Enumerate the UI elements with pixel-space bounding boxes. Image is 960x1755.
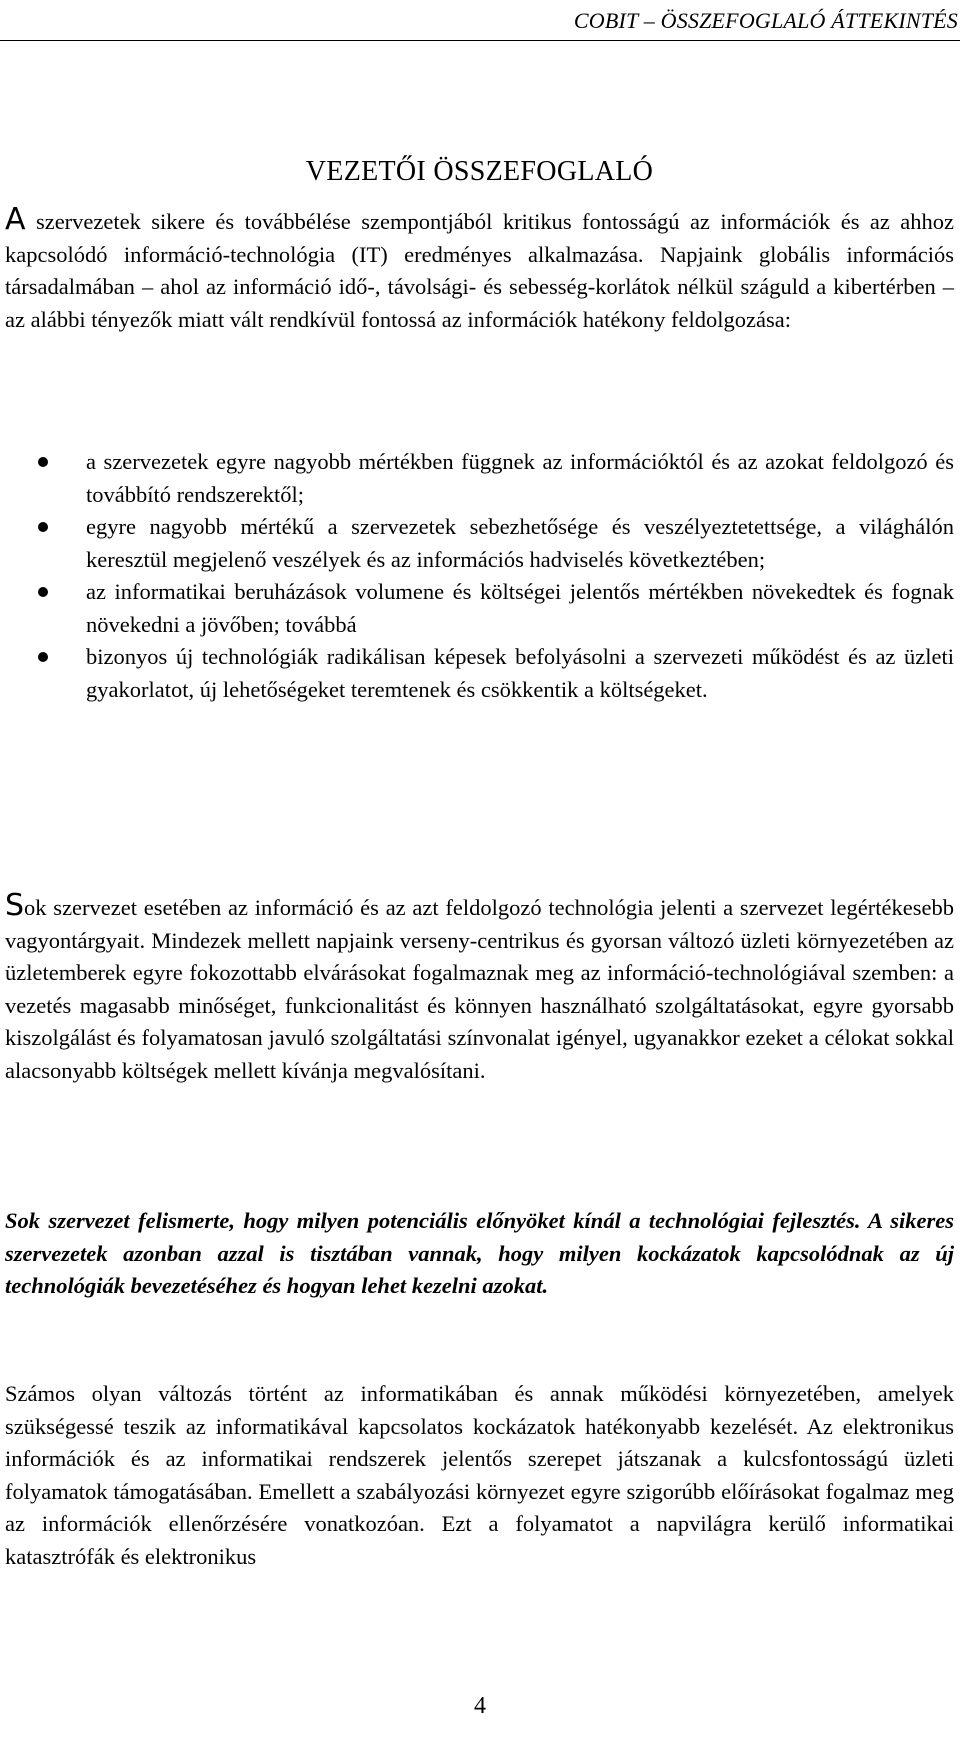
section-title: VEZETŐI ÖSSZEFOGLALÓ: [305, 156, 654, 187]
list-item-text: a szervezetek egyre nagyobb mértékben függnek az információktól és az azokat feldolgozó és továbbító rendszerektől;: [86, 449, 954, 507]
paragraph-2-text: ok szervezet esetében az információ és az azt feldolgozó technológia jelenti a szervezet legértékesebb vagyontárgyait. Mindezek mellett napjaink verseny-centrikus és gyorsan változó üzleti környezetében az üzletemberek egyre fokozottabb elvárásokat fogalmaznak meg az információ-technológiával szemben: a vezetés magasabb minőséget, funkcionalitást és könnyen használható szolgáltatásokat, egyre gyorsabb kiszolgálást és folyamatosan javuló szolgáltatási színvonalat igényel, ugyanakkor ezeket a célokat sokkal alacsonyabb költségek mellett kívánja megvalósítani.: [5, 895, 954, 1083]
list-item: [5, 641, 954, 706]
factor-list: [5, 446, 954, 706]
intro-text: szervezetek sikere és továbbélése szempontjából kritikus fontosságú az információk és az ahhoz kapcsolódó információ-technológia (IT) eredményes alkalmazása. Napjaink globális információs társadalmában – ahol az információ idő-, távolsági- és sebesség-korlátok nélkül száguld a kibertérben – az alábbi tényezők miatt vált rendkívül fontossá az információk hatékony feldolgozása:: [5, 209, 954, 332]
bullet-icon: [38, 522, 48, 532]
bullet-icon: [38, 587, 48, 597]
list-item-text: egyre nagyobb mértékű a szervezetek sebezhetősége és veszélyeztetettsége, a világhálón keresztül megjelenő veszélyek és az információs hadviselés következtében;: [86, 514, 954, 572]
list-item-text: bizonyos új technológiák radikálisan képesek befolyásolni a szervezeti működést és az üzleti gyakorlatot, új lehetőségeket teremtenek és csökkentik a költségeket.: [86, 644, 954, 702]
header-divider: [0, 40, 960, 41]
bullet-icon: [38, 457, 48, 467]
list-item: [5, 576, 954, 641]
running-header-title: COBIT – ÖSSZEFOGLALÓ ÁTTEKINTÉS: [573, 8, 958, 33]
page-number: 4: [474, 1693, 486, 1719]
paragraph-2: [5, 890, 954, 1087]
bullet-icon: [38, 652, 48, 662]
list-item-text: az informatikai beruházások volumene és költségei jelentős mértékben növekedtek és fognak növekedni a jövőben; továbbá: [86, 579, 954, 637]
running-header: [0, 8, 960, 40]
paragraph-3: Sok szervezet felismerte, hogy milyen potenciális előnyöket kínál a technológiai fejlesztés. A sikeres szervezetek azonban azzal is tisztában vannak, hogy milyen kockázatok kapcsolódnak az új technológiák bevezetéséhez és hogyan lehet kezelni azokat.: [5, 1208, 954, 1298]
list-item: [5, 446, 954, 511]
list-item: [5, 511, 954, 576]
intro-paragraph: [5, 204, 954, 336]
paragraph-4: Számos olyan változás történt az informatikában és annak működési környezetében, amelyek szükségessé teszik az informatikával kapcsolatos kockázatok hatékonyabb kezelését. Az elektronikus információk és az informatikai rendszerek jelentős szerepet játszanak a kulcsfontosságú üzleti folyamatok támogatásában. Emellett a szabályozási környezet egyre szigorúbb előírásokat fogalmaz meg az információk ellenőrzésére vonatkozóan. Ezt a folyamatot a napvilágra kerülő informatikai katasztrófák és elektronikus: [5, 1381, 954, 1569]
paragraph-2-dropcap: S: [5, 888, 25, 923]
intro-dropcap: A: [5, 202, 26, 237]
